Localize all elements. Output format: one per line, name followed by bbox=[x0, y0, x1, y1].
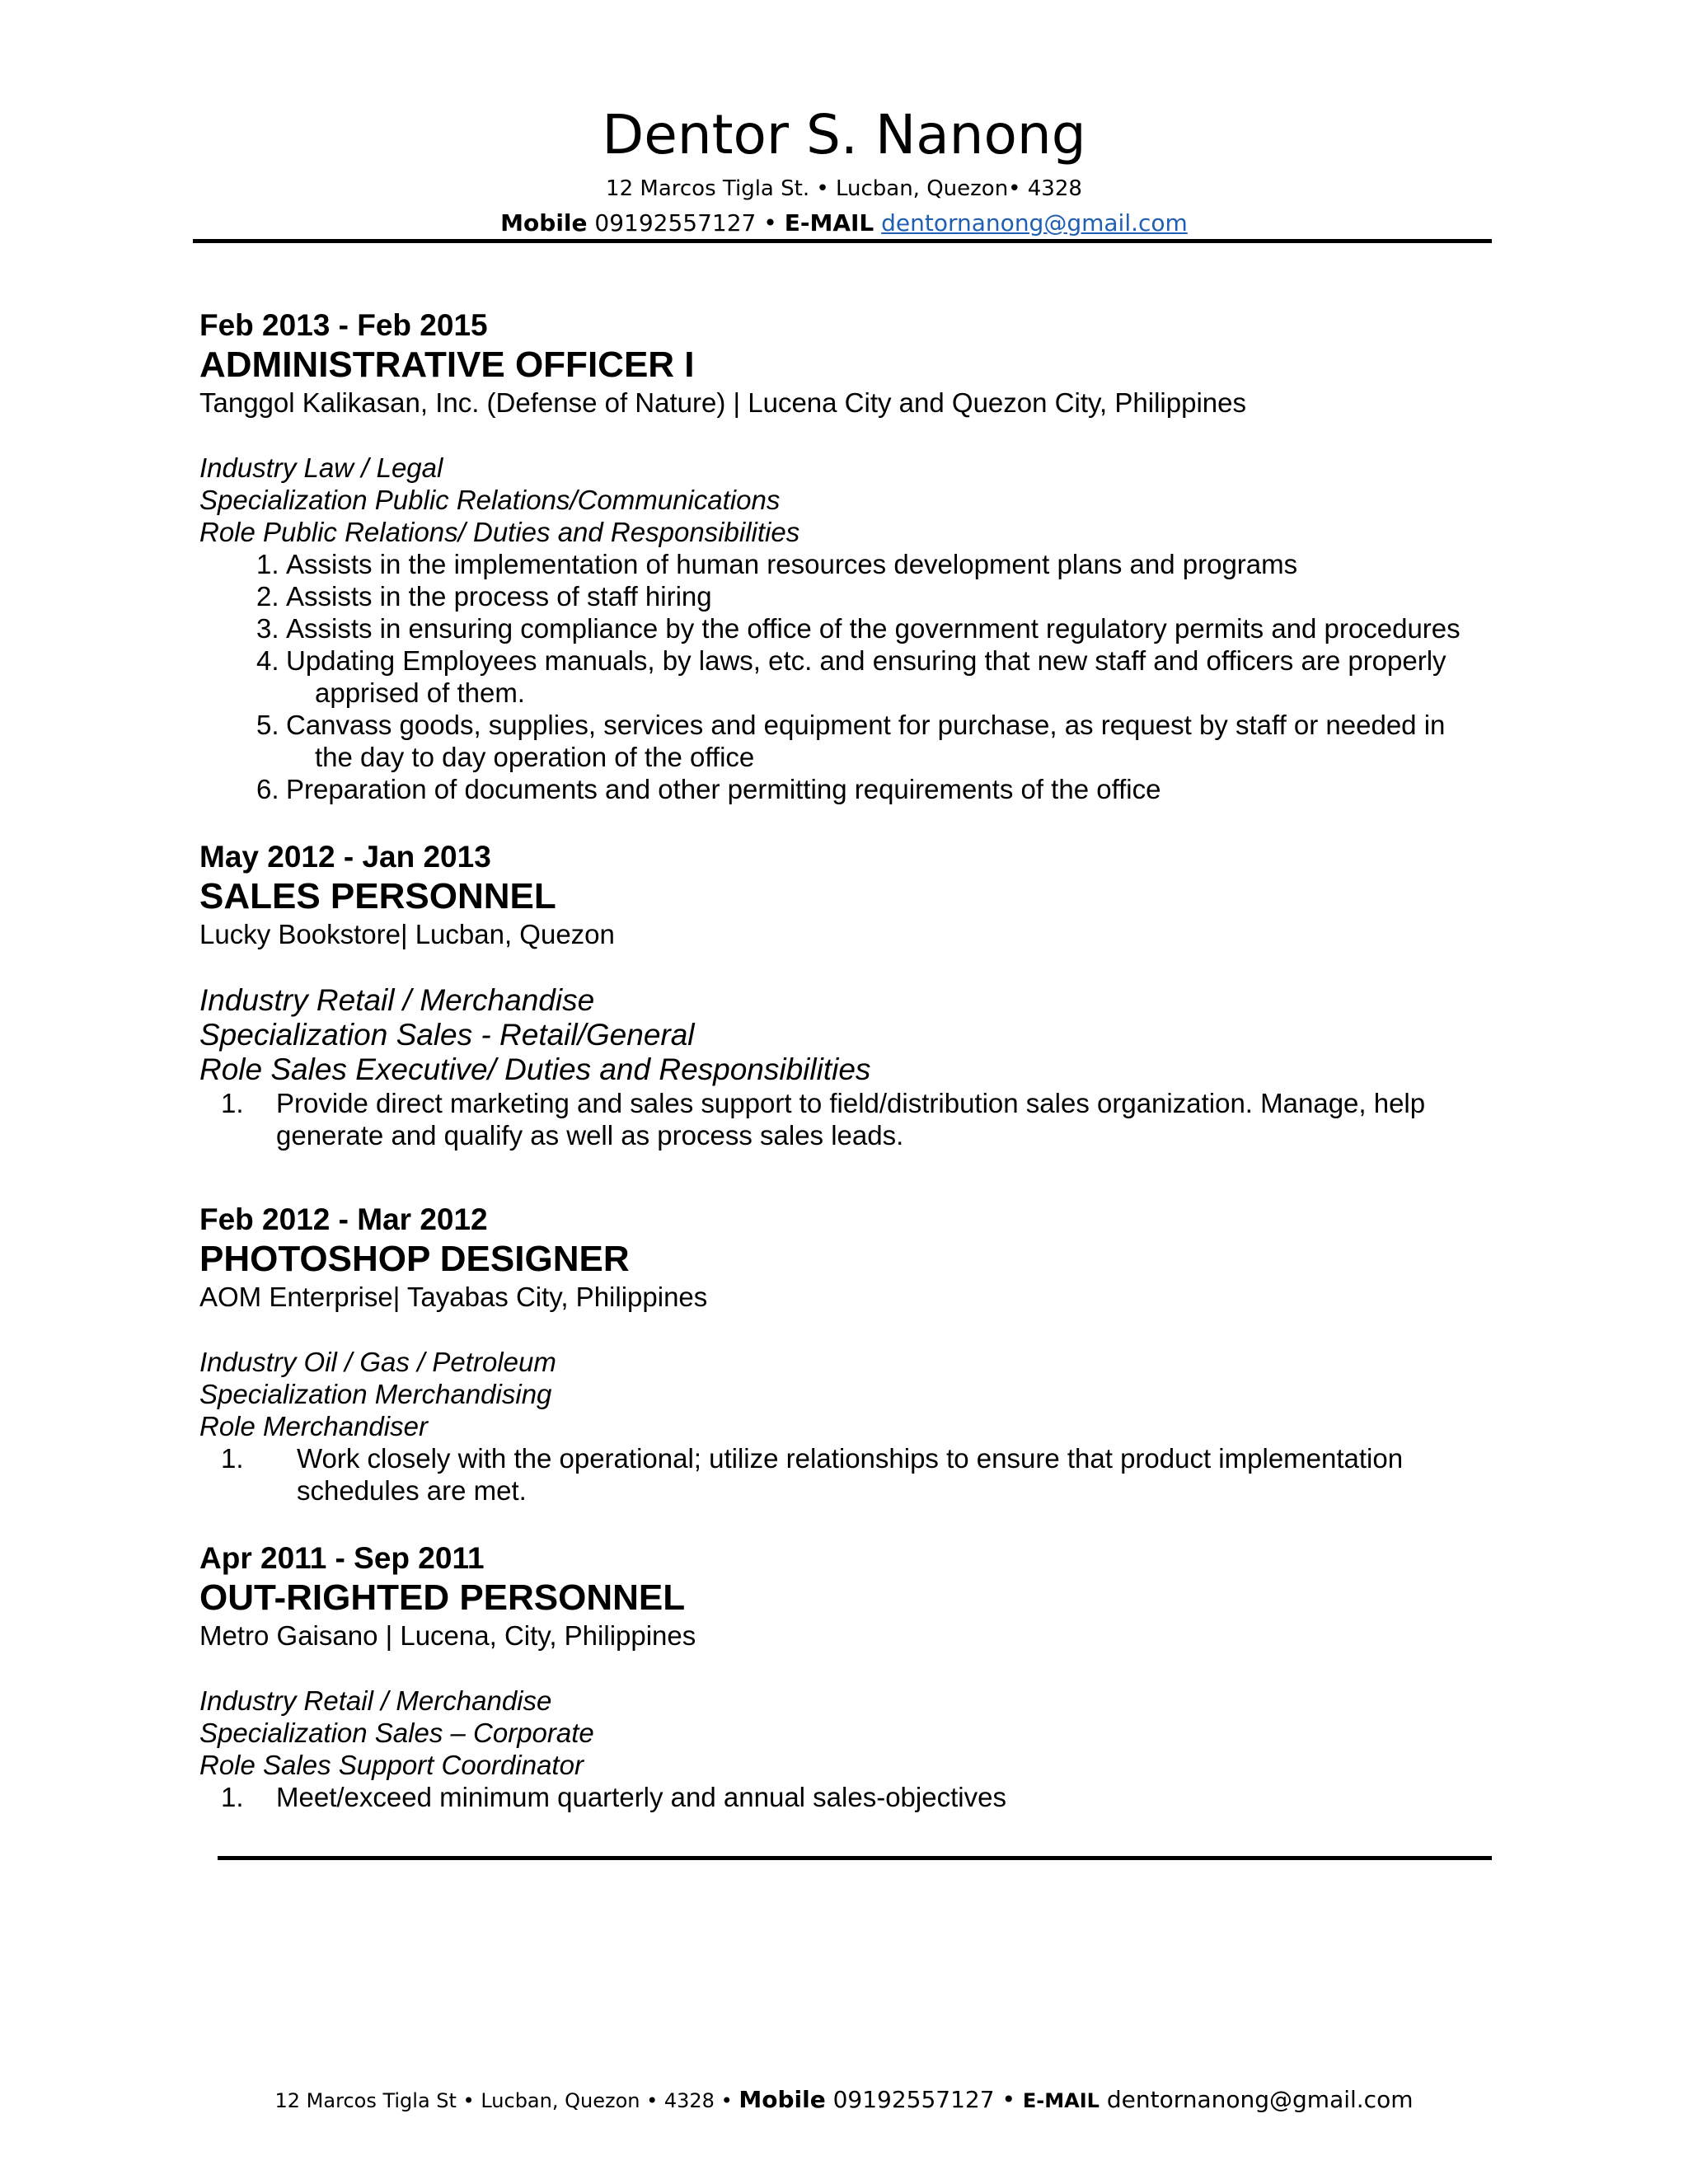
duty-number: 3. bbox=[256, 613, 279, 644]
duty-item bbox=[199, 612, 1493, 644]
duty-item bbox=[199, 1442, 1493, 1507]
job-role: Role Merchandiser bbox=[199, 1411, 428, 1441]
duties-list bbox=[199, 548, 1493, 805]
footer-mobile-label: Mobile bbox=[738, 2086, 826, 2113]
duty-item bbox=[199, 1087, 1493, 1151]
spacer bbox=[199, 1315, 1493, 1346]
duty-number: 6. bbox=[256, 774, 279, 804]
job-specialization: Specialization Public Relations/Communications bbox=[199, 485, 781, 515]
header-mobile-label: Mobile bbox=[500, 209, 588, 237]
job-company: Lucky Bookstore| Lucban, Quezon bbox=[199, 919, 615, 949]
job-title: ADMINISTRATIVE OFFICER I bbox=[199, 344, 695, 385]
job-dates: May 2012 - Jan 2013 bbox=[199, 840, 491, 874]
duty-number: 1. bbox=[256, 549, 279, 579]
job-industry: Industry Oil / Gas / Petroleum bbox=[199, 1347, 556, 1377]
duty-number: 2. bbox=[256, 581, 279, 612]
header-separator: • bbox=[756, 209, 785, 237]
job-entry bbox=[199, 1201, 1493, 1507]
spacer bbox=[199, 1653, 1493, 1685]
job-company: Tanggol Kalikasan, Inc. (Defense of Nature) | Lucena City and Quezon City, Philippines bbox=[199, 387, 1246, 418]
duties-list bbox=[199, 1781, 1493, 1813]
duty-text-continued: apprised of them. bbox=[315, 677, 525, 708]
spacer bbox=[199, 1151, 1493, 1201]
job-dates: Apr 2011 - Sep 2011 bbox=[199, 1541, 485, 1575]
footer-email-label: E-MAIL bbox=[1022, 2089, 1100, 2112]
spacer bbox=[199, 1507, 1493, 1540]
spacer bbox=[199, 805, 1493, 838]
duty-number: 1. bbox=[221, 1443, 244, 1474]
duty-text: Provide direct marketing and sales support to field/distribution sales organization. Manage, help bbox=[276, 1088, 1426, 1118]
duty-text: Assists in the process of staff hiring bbox=[286, 581, 712, 612]
page-footer bbox=[0, 2083, 1688, 2117]
duty-item bbox=[199, 1781, 1493, 1813]
duty-text: Assists in the implementation of human resources development plans and programs bbox=[286, 549, 1298, 579]
header-email-link[interactable]: dentornanong@gmail.com bbox=[881, 209, 1188, 237]
job-entry bbox=[199, 838, 1493, 1151]
duty-item bbox=[199, 644, 1493, 709]
job-dates: Feb 2012 - Mar 2012 bbox=[199, 1202, 488, 1236]
footer-email-value: dentornanong@gmail.com bbox=[1099, 2086, 1414, 2113]
experience-section bbox=[199, 307, 1493, 1813]
duty-number: 5. bbox=[256, 710, 279, 740]
duty-item bbox=[199, 580, 1493, 612]
resume-header bbox=[0, 99, 1688, 241]
header-email-label: E-MAIL bbox=[784, 209, 874, 237]
duty-text: Assists in ensuring compliance by the office of the government regulatory permits and procedures bbox=[286, 613, 1461, 644]
duty-text-continued: the day to day operation of the office bbox=[315, 742, 755, 772]
footer-mobile-value: 09192557127 • bbox=[825, 2086, 1023, 2113]
job-industry: Industry Law / Legal bbox=[199, 452, 443, 483]
header-contact bbox=[0, 206, 1688, 241]
header-address: 12 Marcos Tigla St. • Lucban, Quezon• 4328 bbox=[606, 176, 1082, 201]
duty-number: 4. bbox=[256, 645, 279, 676]
duty-number: 1. bbox=[221, 1782, 244, 1812]
candidate-name: Dentor S. Nanong bbox=[602, 103, 1086, 166]
duty-item bbox=[199, 709, 1493, 773]
job-specialization: Specialization Sales - Retail/General bbox=[199, 1018, 695, 1052]
duty-text: Preparation of documents and other permitting requirements of the office bbox=[286, 774, 1161, 804]
duty-text-continued: schedules are met. bbox=[297, 1475, 527, 1506]
duty-item bbox=[199, 548, 1493, 580]
duty-text: Canvass goods, supplies, services and equipment for purchase, as request by staff or needed in bbox=[286, 710, 1446, 740]
job-dates: Feb 2013 - Feb 2015 bbox=[199, 308, 488, 342]
job-industry: Industry Retail / Merchandise bbox=[199, 983, 595, 1017]
footer-address: 12 Marcos Tigla St • Lucban, Quezon • 4328 • bbox=[274, 2089, 739, 2112]
duty-text: Updating Employees manuals, by laws, etc. and ensuring that new staff and officers are properly bbox=[286, 645, 1447, 676]
job-industry: Industry Retail / Merchandise bbox=[199, 1685, 552, 1716]
job-specialization: Specialization Merchandising bbox=[199, 1379, 552, 1409]
job-role: Role Sales Support Coordinator bbox=[199, 1750, 584, 1780]
job-title: SALES PERSONNEL bbox=[199, 876, 556, 916]
duties-list bbox=[199, 1087, 1493, 1151]
job-role: Role Public Relations/ Duties and Responsibilities bbox=[199, 517, 800, 547]
job-company: Metro Gaisano | Lucena, City, Philippines bbox=[199, 1620, 696, 1651]
duty-item bbox=[199, 773, 1493, 805]
header-divider bbox=[193, 239, 1492, 243]
job-role: Role Sales Executive/ Duties and Responsibilities bbox=[199, 1052, 871, 1086]
job-entry bbox=[199, 1540, 1493, 1813]
job-title: PHOTOSHOP DESIGNER bbox=[199, 1239, 630, 1279]
footer-divider bbox=[218, 1856, 1492, 1860]
job-title: OUT-RIGHTED PERSONNEL bbox=[199, 1577, 686, 1618]
duty-text: Meet/exceed minimum quarterly and annual sales-objectives bbox=[276, 1782, 1006, 1812]
job-specialization: Specialization Sales – Corporate bbox=[199, 1718, 594, 1748]
job-entry bbox=[199, 307, 1493, 805]
duty-text-continued: generate and qualify as well as process sales leads. bbox=[276, 1120, 904, 1151]
duty-number: 1. bbox=[221, 1088, 244, 1118]
duty-text: Work closely with the operational; utilize relationships to ensure that product implementation bbox=[297, 1443, 1404, 1474]
duties-list bbox=[199, 1442, 1493, 1507]
spacer bbox=[199, 420, 1493, 452]
header-mobile-value: 09192557127 bbox=[594, 209, 757, 237]
spacer bbox=[199, 952, 1493, 983]
job-company: AOM Enterprise| Tayabas City, Philippines bbox=[199, 1282, 708, 1312]
